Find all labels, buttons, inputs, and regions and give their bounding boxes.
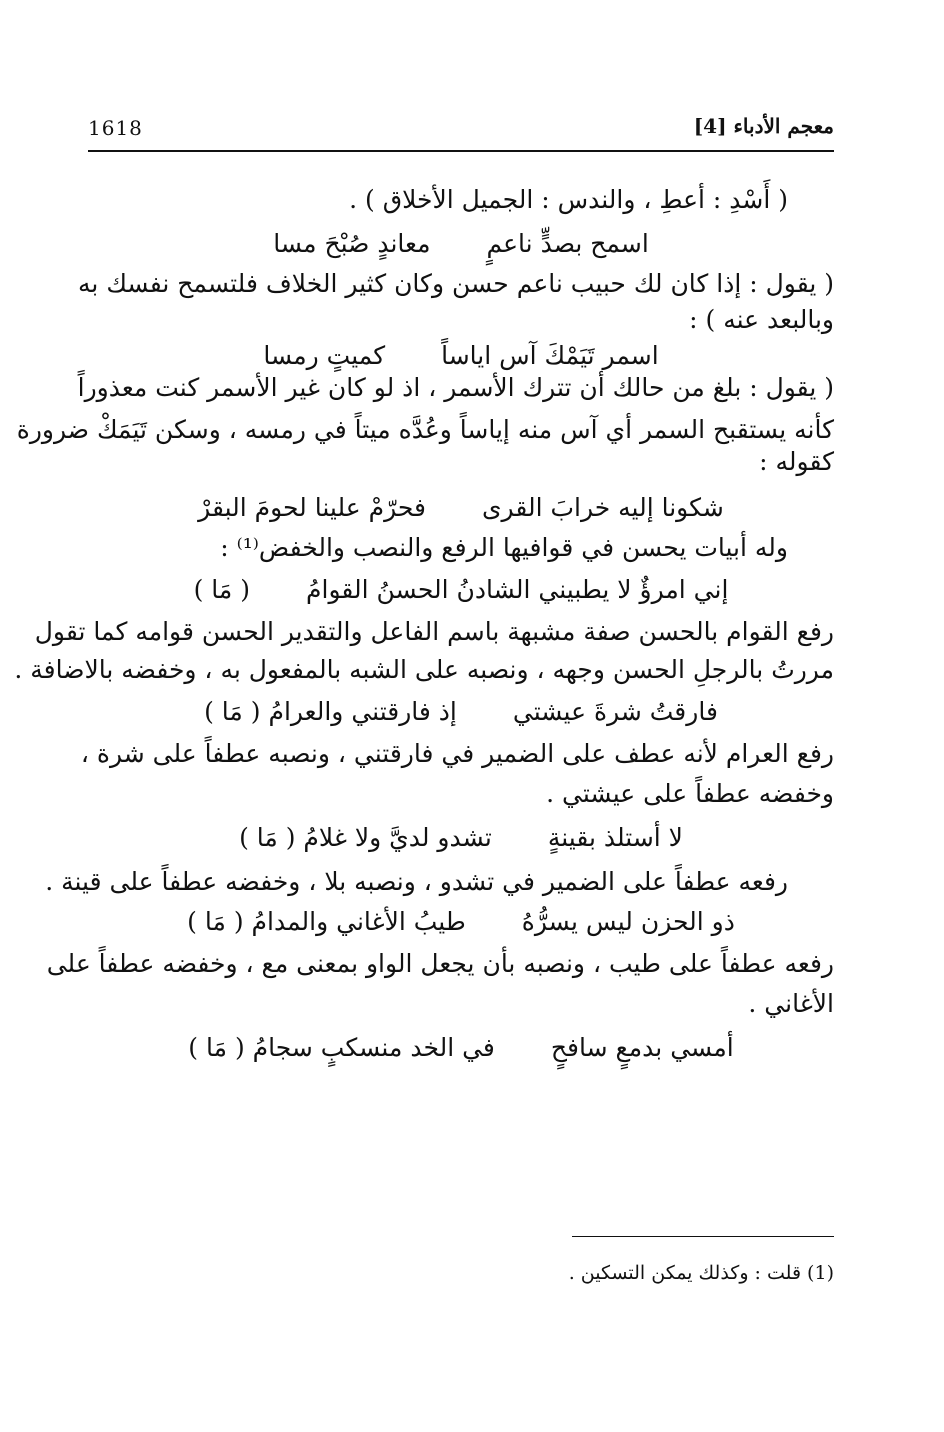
verse-second-hemistich: كميتٍ رمسا [263,341,386,370]
prose-line: رفع القوام بالحسن صفة مشبهة باسم الفاعل والتقدير الحسن قوامه كما تقول [34,617,834,646]
prose-line: وخفضه عطفاً على عيشتي . [546,779,834,808]
verse-second-hemistich: إذ فارقتني والعرامُ ( مَا ) [204,697,457,726]
verse-second-hemistich: فحرّمْ علينا لحومَ البقرْ [198,493,426,522]
prose-line: رفعه عطفاً على طيب ، ونصبه بأن يجعل الواو بمعنى مع ، وخفضه عطفاً على [46,949,834,978]
prose-line: وبالبعد عنه ) : [689,305,834,334]
verse-second-hemistich: طيبُ الأغاني والمدامُ ( مَا ) [187,907,466,936]
footnote: (1) قلت : وكذلك يمكن التسكين . [568,1262,834,1284]
page-number: 1618 [88,116,143,140]
verse-first-hemistich: شكونا إليه خرابَ القرى [481,493,724,522]
prose-line: ( يقول : بلغ من حالك أن تترك الأسمر ، اذ لو كان غير الأسمر كنت معذوراً [77,373,834,402]
verse-line [88,694,834,730]
verse-first-hemistich: ذو الحزن ليس يسرُّهُ [521,907,735,936]
verse-second-hemistich: تشدو لديَّ ولا غلامُ ( مَا ) [239,823,492,852]
verse-first-hemistich: لا أستلذ بقينةٍ [547,823,683,852]
verse-second-hemistich: ( مَا ) [193,575,251,604]
verse-first-hemistich: اسمر تَيَمْكَ آس اياساً [441,341,659,370]
verse-line [88,1030,834,1066]
verse-line [88,904,834,940]
verse-line [88,572,834,608]
prose-line: رفعه عطفاً على الضمير في تشدو ، ونصبه بلا ، وخفضه عطفاً على قينة . [45,867,788,896]
verse-first-hemistich: إني امرؤٌ لا يطبيني الشادنُ الحسنُ القوامُ [306,575,729,604]
prose-line: مررتُ بالرجلِ الحسن وجهه ، ونصبه على الشبه بالمفعول به ، وخفضه بالاضافة . [14,655,834,684]
running-title: معجم الأدباء [4] [693,114,834,138]
prose-line: ( يقول : إذا كان لك حبيب ناعم حسن وكان كثير الخلاف فلتسمح نفسك به [78,269,834,298]
verse-first-hemistich: فارقتُ شرةَ عيشتي [512,697,718,726]
verse-second-hemistich: معاندٍ صُبْحَ مسا [273,229,431,258]
verse-line [88,490,834,526]
prose-line: وله أبيات يحسن في قوافيها الرفع والنصب والخفض⁽¹⁾ : [220,533,788,562]
prose-line: كقوله : [759,447,834,476]
verse-line [88,338,834,374]
header-rule [88,150,834,152]
prose-line: كأنه يستقبح السمر أي آس منه إياساً وعُدَّه ميتاً في رمسه ، وسكن تَيَمَكْ ضرورة [16,415,834,444]
prose-line: رفع العرام لأنه عطف على الضمير في فارقتني ، ونصبه عطفاً على شرة ، [80,739,834,768]
verse-line [88,226,834,262]
verse-second-hemistich: في الخد منسكبٍ سجامُ ( مَا ) [188,1033,495,1062]
verse-line [88,820,834,856]
prose-line: الأغاني . [748,989,834,1018]
page-header [88,112,834,152]
page-body [14,182,834,1062]
gloss-line: ( أَسْدِ : أعطِ ، والندس : الجميل الأخلاق ) . [349,185,788,214]
verse-first-hemistich: أمسي بدمعٍ سافحٍ [550,1033,734,1062]
footnote-rule [572,1236,834,1237]
verse-first-hemistich: اسمح بصدٍّ ناعمٍ [486,229,649,258]
